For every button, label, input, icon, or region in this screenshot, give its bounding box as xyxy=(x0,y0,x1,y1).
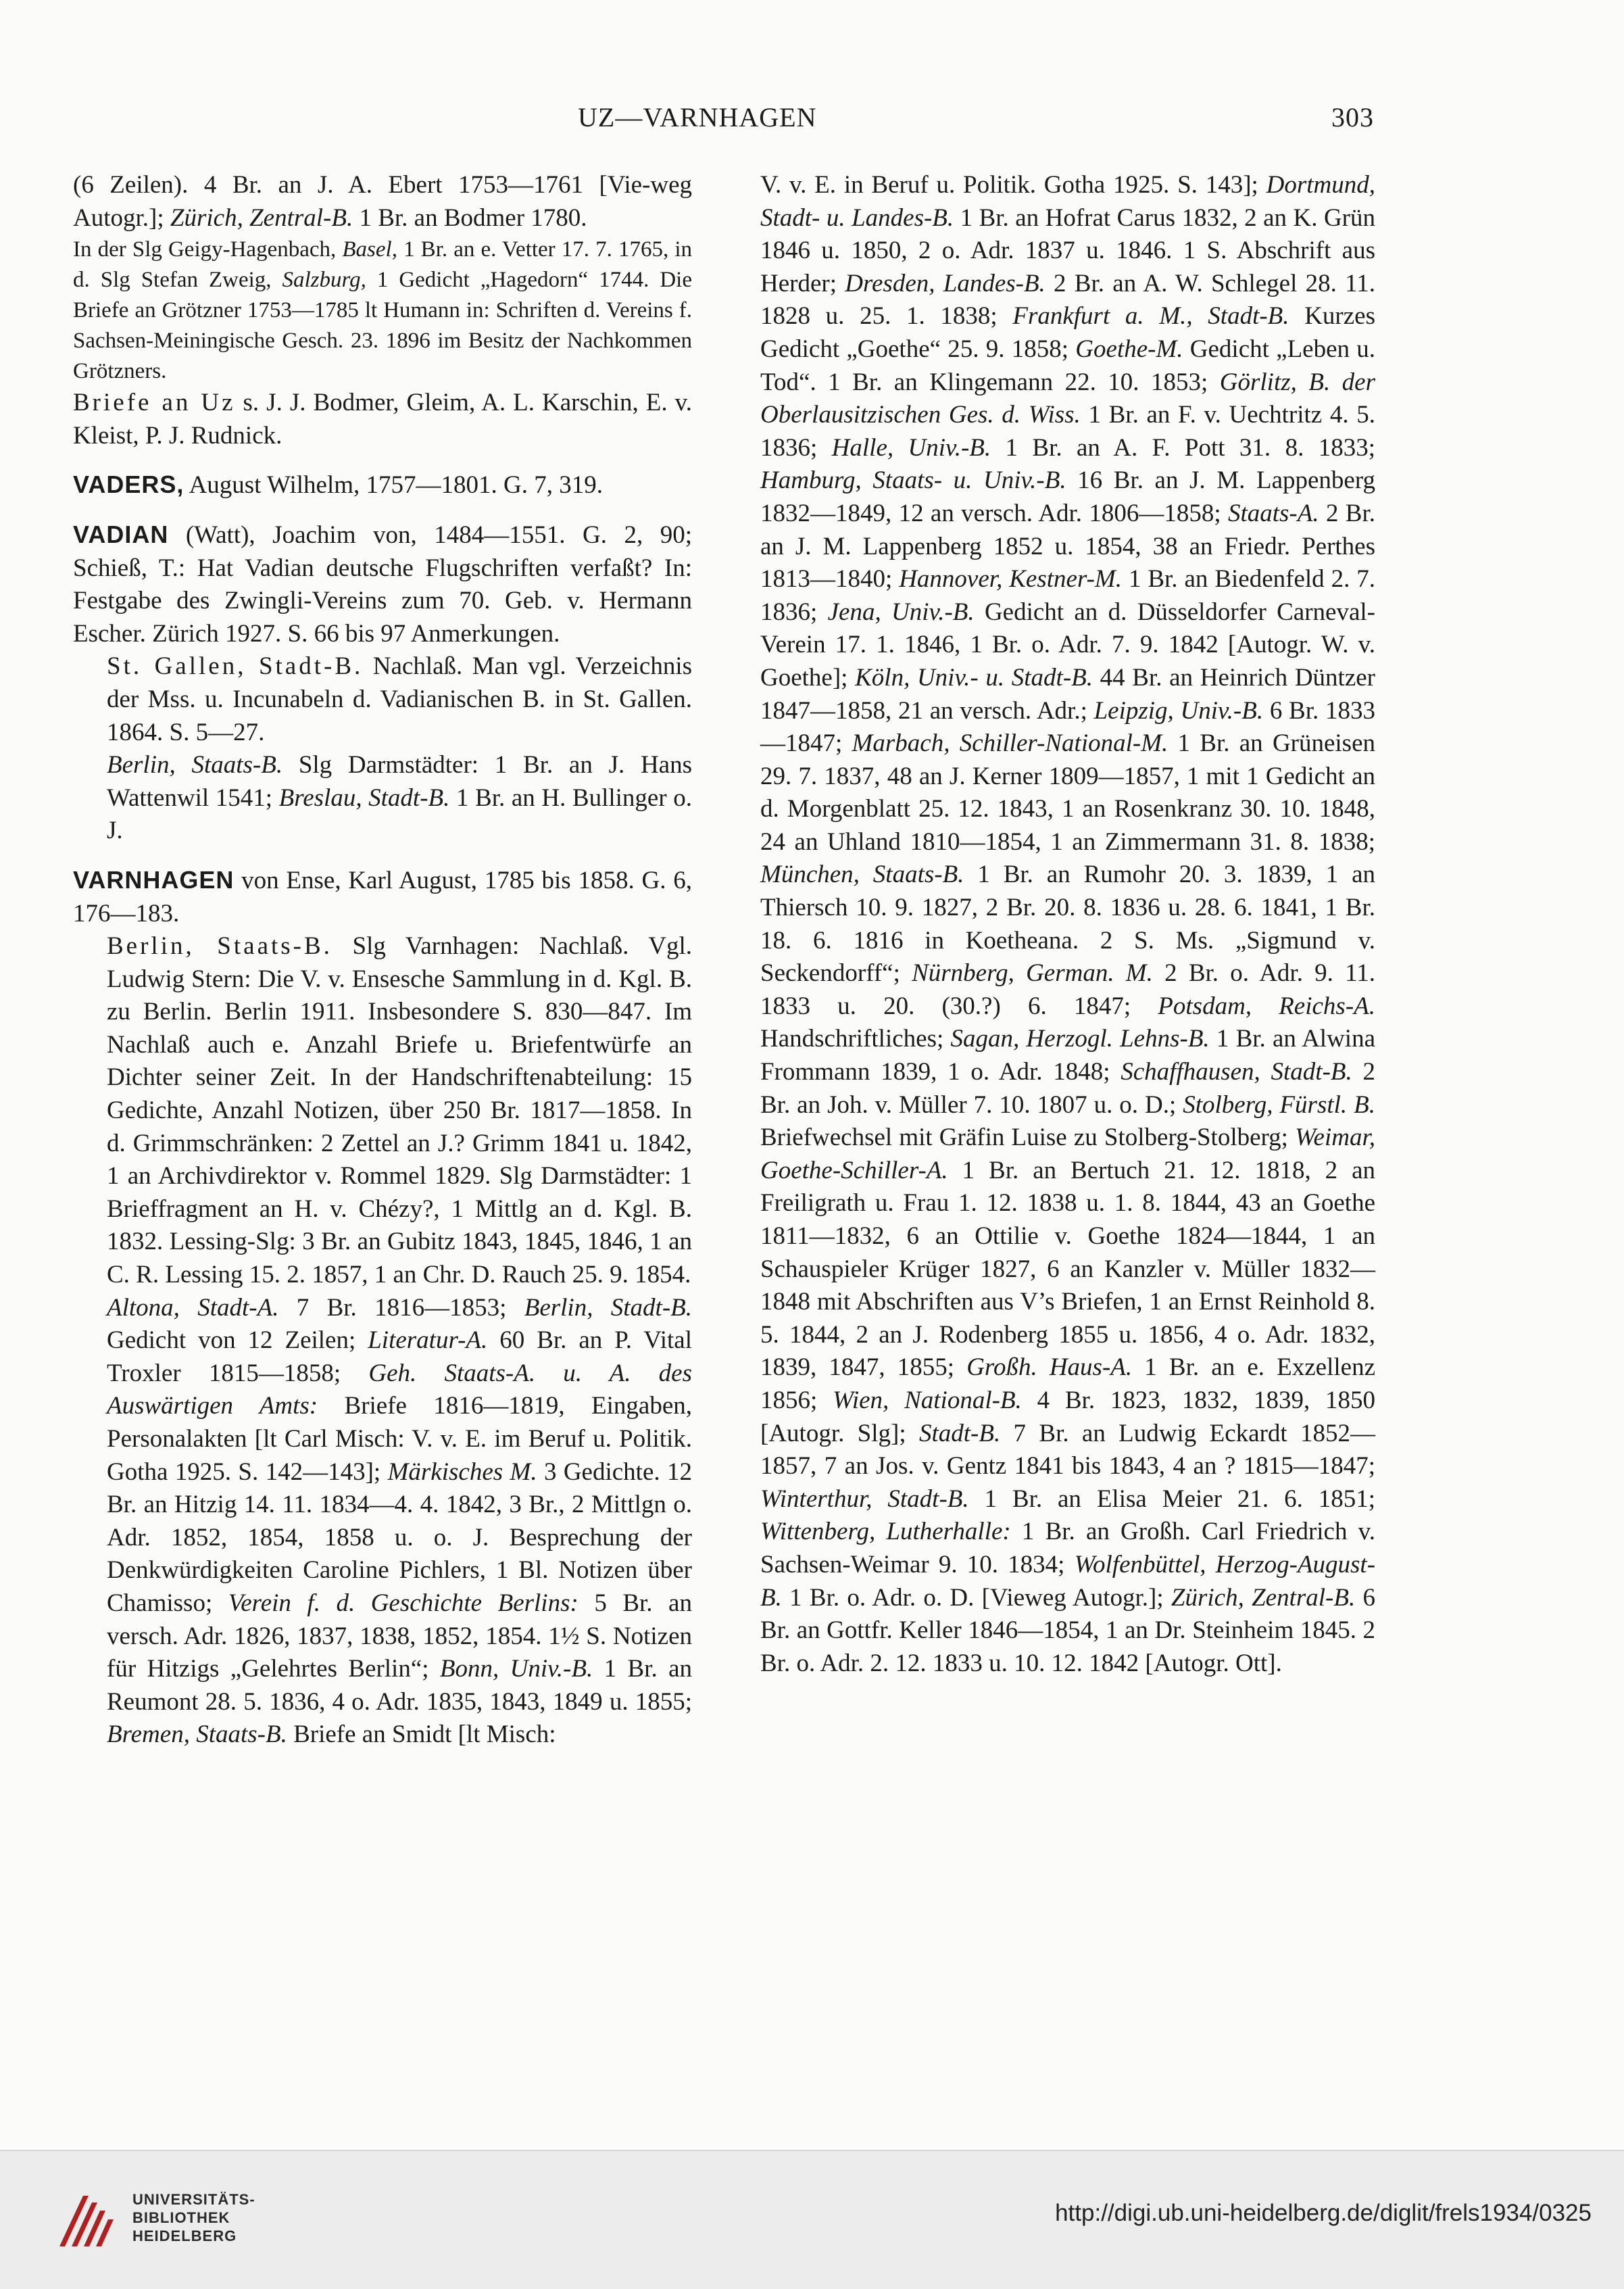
entry-vadian: VADIAN (Watt), Joachim von, 1484—1551. G. 2, 90; Schieß, T.: Hat Vadian deutsche Flugschriften verfaßt? In: Festgabe des Zwingli-Vereins zum 70. Geb. v. Hermann Escher. Zürich 1927. S. 66 bis 97 Anmerkungen. xyxy=(73,520,692,648)
permalink-url[interactable]: http://digi.ub.uni-heidelberg.de/diglit/frels1934/0325 xyxy=(1055,2200,1592,2226)
library-logo-text: UNIVERSITÄTS- BIBLIOTHEK HEIDELBERG xyxy=(132,2191,255,2244)
paragraph-uz-continued: (6 Zeilen). 4 Br. an J. A. Ebert 1753—1761 [Vie-weg Autogr.]; Zürich, Zentral-B. 1 Br. an Bodmer 1780. xyxy=(73,171,692,232)
viewer-footer xyxy=(0,2150,1624,2289)
entry-heading: VARNHAGEN xyxy=(73,865,235,894)
running-head: UZ—VARNHAGEN xyxy=(578,102,817,132)
paragraph-vadian-other: Berlin, Staats-B. Slg Darmstädter: 1 Br. an J. Hans Wattenwil 1541; Breslau, Stadt-B. 1 Br. an H. Bullinger o. J. xyxy=(107,751,692,845)
left-column xyxy=(73,169,692,1752)
paragraph-varnhagen-berlin: Berlin, Staats-B. Slg Varnhagen: Nachlaß. Vgl. Ludwig Stern: Die V. v. Ensesche Sammlung in d. Kgl. B. zu Berlin. Berlin 1911. Insbesondere S. 830—847. Im Nachlaß auch e. Anzahl Briefe u. Briefentwürfe an Dichter seiner Zeit. In der Handschriftenabteilung: 15 Gedichte, Anzahl Notizen, über 250 Br. 1817—1858. In d. Grimmschränken: 2 Zettel an J.? Grimm 1841 u. 1842, 1 an Archivdirektor v. Rommel 1829. Slg Darmstädter: 1 Brieffragment an H. v. Chézy?, 1 Mittlg an d. Kgl. B. 1832. Lessing-Slg: 3 Br. an Gubitz 1843, 1845, 1846, 1 an C. R. Lessing 15. 2. 1857, 1 an Chr. D. Rauch 25. 9. 1854. xyxy=(107,932,692,1289)
right-column xyxy=(760,169,1375,1680)
page-number: 303 xyxy=(1331,102,1374,132)
paragraph-varnhagen-continued: V. v. E. in Beruf u. Politik. Gotha 1925. S. 143]; Dortmund, Stadt- u. Landes-B. 1 Br. an Hofrat Carus 1832, 2 an K. Grün 1846 u. 1850, 2 o. Adr. 1837 u. 1846. 1 S. Abschrift aus Herder; Dresden, Landes-B. 2 Br. an A. W. Schlegel 28. 11. 1828 u. 25. 1. 1838; Frankfurt a. M., Stadt-B. Kurzes Gedicht „Goethe“ 25. 9. 1858; Goethe-M. Gedicht „Leben u. Tod“. 1 Br. an Klingemann 22. 10. 1853; Görlitz, B. der Oberlausitzischen Ges. d. Wiss. 1 Br. an F. v. Uechtritz 4. 5. 1836; Halle, Univ.-B. 1 Br. an A. F. Pott 31. 8. 1833; Hamburg, Staats- u. Univ.-B. 16 Br. an J. M. Lappenberg 1832—1849, 12 an versch. Adr. 1806—1858; Staats-A. 2 Br. an J. M. Lappenberg 1852 u. 1854, 38 an Friedr. Perthes 1813—1840; Hannover, Kestner-M. 1 Br. an Biedenfeld 2. 7. 1836; Jena, Univ.-B. Gedicht an d. Düsseldorfer Carneval-Verein 17. 1. 1846, 1 Br. o. Adr. 7. 9. 1842 [Autogr. W. v. Goethe]; Köln, Univ.- u. Stadt-B. 44 Br. an Heinrich Düntzer 1847—1858, 21 an versch. Adr.; Leipzig, Univ.-B. 6 Br. 1833—1847; Marbach, Schiller-National-M. 1 Br. an Grüneisen 29. 7. 1837, 48 an J. Kerner 1809—1857, 1 mit 1 Gedicht an d. Morgenblatt 25. 12. 1843, 1 an Rosenkranz 30. 10. 1848, 24 an Uhland 1810—1854, 1 an Zimmermann 31. 8. 1838; München, Staats-B. 1 Br. an Rumohr 20. 3. 1839, 1 an Thiersch 10. 9. 1827, 2 Br. 20. 8. 1836 u. 28. 6. 1841, 1 Br. 18. 6. 1816 in Koetheana. 2 S. Ms. „Sigmund v. Seckendorff“; Nürnberg, German. M. 2 Br. o. Adr. 9. 11. 1833 u. 20. (30.?) 6. 1847; Potsdam, Reichs-A. Handschriftliches; Sagan, Herzogl. Lehns-B. 1 Br. an Alwina Frommann 1839, 1 o. Adr. 1848; Schaffhausen, Stadt-B. 2 Br. an Joh. v. Müller 7. 10. 1807 u. o. D.; Stolberg, Fürstl. B. Briefwechsel mit Gräfin Luise zu Stolberg-Stolberg; Weimar, Goethe-Schiller-A. 1 Br. an Bertuch 21. 12. 1818, 2 an Freiligrath u. Frau 1. 12. 1838 u. 1. 8. 1844, 43 an Goethe 1811—1832, 6 an Ottilie v. Goethe 1824—1844, 1 an Schauspieler Krüger 1827, 6 an Kanzler v. Müller 1832—1848 mit Abschriften aus V’s Briefen, 1 an Ernst Reinhold 8. 5. 1844, 2 an J. Rodenberg 1855 u. 1856, 4 o. Adr. 1832, 1839, 1847, 1855; Großh. Haus-A. 1 Br. an e. Exzellenz 1856; Wien, National-B. 4 Br. 1823, 1832, 1839, 1850 [Autogr. Slg]; Stadt-B. 7 Br. an Ludwig Eckardt 1852—1857, 7 an Jos. v. Gentz 1841 bis 1843, 4 an ? 1815—1847; Winterthur, Stadt-B. 1 Br. an Elisa Meier 21. 6. 1851; Wittenberg, Lutherhalle: 1 Br. an Großh. Carl Friedrich v. Sachsen-Weimar 9. 10. 1834; Wolfenbüttel, Herzog-August-B. 1 Br. o. Adr. o. D. [Vieweg Autogr.]; Zürich, Zentral-B. 6 Br. an Gottfr. Keller 1846—1854, 1 an Dr. Steinheim 1845. 2 Br. o. Adr. 2. 12. 1833 u. 10. 12. 1842 [Autogr. Ott]. xyxy=(760,171,1376,1677)
paragraph-vadian-stgallen: St. Gallen, Stadt-B. Nachlaß. Man vgl. Verzeichnis der Mss. u. Incunabeln d. Vadianischen B. in St. Gallen. 1864. S. 5—27. xyxy=(107,652,692,746)
paragraph-varnhagen-other: Altona, Stadt-A. 7 Br. 1816—1853; Berlin, Stadt-B. Gedicht von 12 Zeilen; Literatur-A. 60 Br. an P. Vital Troxler 1815—1858; Geh. Staats-A. u. A. des Auswärtigen Amts: Briefe 1816—1819, Eingaben, Personalakten [lt Carl Misch: V. v. E. im Beruf u. Politik. Gotha 1925. S. 142—143]; Märkisches M. 3 Gedichte. 12 Br. an Hitzig 14. 11. 1834—4. 4. 1842, 3 Br., 2 Mittlgn o. Adr. 1852, 1854, 1858 u. o. J. Besprechung der Denkwürdigkeiten Caroline Pichlers, 1 Bl. Notizen über Chamisso; Verein f. d. Geschichte Berlins: 5 Br. an versch. Adr. 1826, 1837, 1838, 1852, 1854. 1½ S. Notizen für Hitzigs „Gelehrtes Berlin“; Bonn, Univ.-B. 1 Br. an Reumont 28. 5. 1836, 4 o. Adr. 1835, 1843, 1849 u. 1855; Bremen, Staats-B. Briefe an Smidt [lt Misch: xyxy=(107,1293,693,1749)
note-uz: In der Slg Geigy-Hagenbach, Basel, 1 Br. an e. Vetter 17. 7. 1765, in d. Slg Stefan Zweig, Salzburg, 1 Gedicht „Hagedorn“ 1744. Die Briefe an Grötzner 1753—1785 lt Humann in: Schriften d. Vereins f. Sachsen-Meiningische Gesch. 23. 1896 im Besitz der Nachkommen Grötzners. xyxy=(73,237,693,384)
entry-varnhagen: VARNHAGEN von Ense, Karl August, 1785 bis 1858. G. 6, 176—183. xyxy=(73,865,692,927)
entry-vaders: VADERS, August Wilhelm, 1757—1801. G. 7, 319. xyxy=(73,471,604,500)
entry-heading: VADIAN xyxy=(73,520,169,548)
university-seal-icon xyxy=(53,2182,120,2257)
paragraph-uz-briefe: Briefe an Uz s. J. J. Bodmer, Gleim, A. L. Karschin, E. v. Kleist, P. J. Rudnick. xyxy=(73,389,692,450)
entry-heading: VADERS, xyxy=(73,471,184,499)
